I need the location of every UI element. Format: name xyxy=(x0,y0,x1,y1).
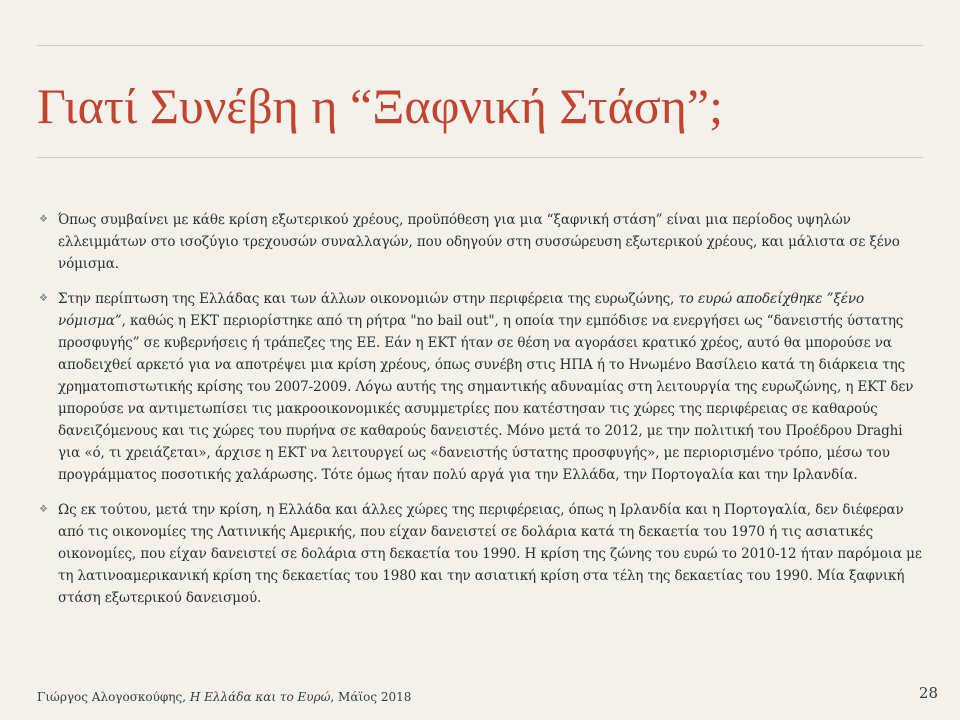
footer-date: , Μάϊος 2018 xyxy=(330,690,412,704)
bullet-text-italic: το ευρώ αποδείχθηκε ”ξένο νόμισμα” xyxy=(58,291,864,329)
bullet-item xyxy=(37,288,925,486)
slide-title: Γιατί Συνέβη η “Ξαφνική Στάση”; xyxy=(37,78,724,134)
bullet-text: , καθώς η ΕΚΤ περιορίστηκε από τη ρήτρα "no bail out", η οποία την εμπόδισε να ενεργήσει ως “δανειστής ύστατης προσφυγής” σε κυβερνήσεις ή τράπεζες της ΕΕ. Εάν η ΕΚΤ ήταν σε θέση να αγοράσει κρατικό χρέος, αυτό θα μπορούσε να αποδειχθεί αρκετό για να αποτρέψει μια κρίση χρέους, όπως συνέβη στις ΗΠΑ ή το Ηνωμένο Βασίλειο κατά τη διάρκεια της χρηματοπιστωτικής κρίσης του 2007-2009. Λόγω αυτής της σημαντικής αδυναμίας στη λειτουργία της ευρωζώνης, η ΕΚΤ δεν μπορούσε να αντιμετωπίσει τις μακροοικονομικές ασυμμετρίες που κατέστησαν τις χώρες της περιφέρειας σε καθαρούς δανειζόμενους και τις χώρες του πυρήνα σε καθαρούς δανειστές. Μόνο μετά το 2012, με την πολιτική του Προέδρου Draghi για «ό, τι χρειάζεται», άρχισε η ΕΚΤ να λειτουργεί ως «δανειστής ύστατης προσφυγής», με περιορισμένο τρόπο, μέσω του προγράμματος ποσοτικής χαλάρωσης. Τότε όμως ήταν πολύ αργά για την Ελλάδα, την Πορτογαλία και την Ιρλανδία. xyxy=(58,313,914,483)
bullet-item xyxy=(37,209,925,275)
bullet-text: Ως εκ τούτου, μετά την κρίση, η Ελλάδα και άλλες χώρες της περιφέρειας, όπως η Ιρλανδία και η Πορτογαλία, δεν διέφεραν από τις οικονομίες της Λατινικής Αμερικής, που είχαν δανειστεί σε δολάρια κατά τη δεκαετία του 1970 ή τις ασιατικές οικονομίες, που είχαν δανειστεί σε δολάρια στη δεκαετία του 1990. Η κρίση της ζώνης του ευρώ το 2010-12 ήταν παρόμοια με τη λατινοαμερικανική κρίση της δεκαετίας του 1980 και την ασιατική κρίση στα τέλη της δεκαετίας του 1990. Μία ξαφνική στάση εξωτερικού δανεισμού. xyxy=(58,502,922,606)
page-number: 28 xyxy=(918,684,938,702)
bullet-list xyxy=(37,209,925,622)
bullet-item xyxy=(37,499,925,609)
bullet-text: Στην περίπτωση της Ελλάδας και των άλλων οικονομιών στην περιφέρεια της ευρωζώνης, xyxy=(58,291,679,307)
footer-citation xyxy=(37,690,411,704)
title-underline xyxy=(37,157,923,158)
diamond-bullet-icon: ❖ xyxy=(39,214,48,225)
diamond-bullet-icon: ❖ xyxy=(39,293,48,304)
top-rule xyxy=(37,45,923,46)
diamond-bullet-icon: ❖ xyxy=(39,504,48,515)
footer-author: Γιώργος Αλογοσκούφης, xyxy=(37,690,190,704)
footer-book-title: Η Ελλάδα και το Ευρώ xyxy=(189,690,331,704)
bullet-text: Όπως συμβαίνει με κάθε κρίση εξωτερικού χρέους, προϋπόθεση για μια “ξαφνική στάση” είναι μια περίοδος υψηλών ελλειμμάτων στο ισοζύγιο τρεχουσών συναλλαγών, που οδηγούν στη συσσώρευση εξωτερικού χρέους, και μάλιστα σε ξένο νόμισμα. xyxy=(58,212,900,272)
